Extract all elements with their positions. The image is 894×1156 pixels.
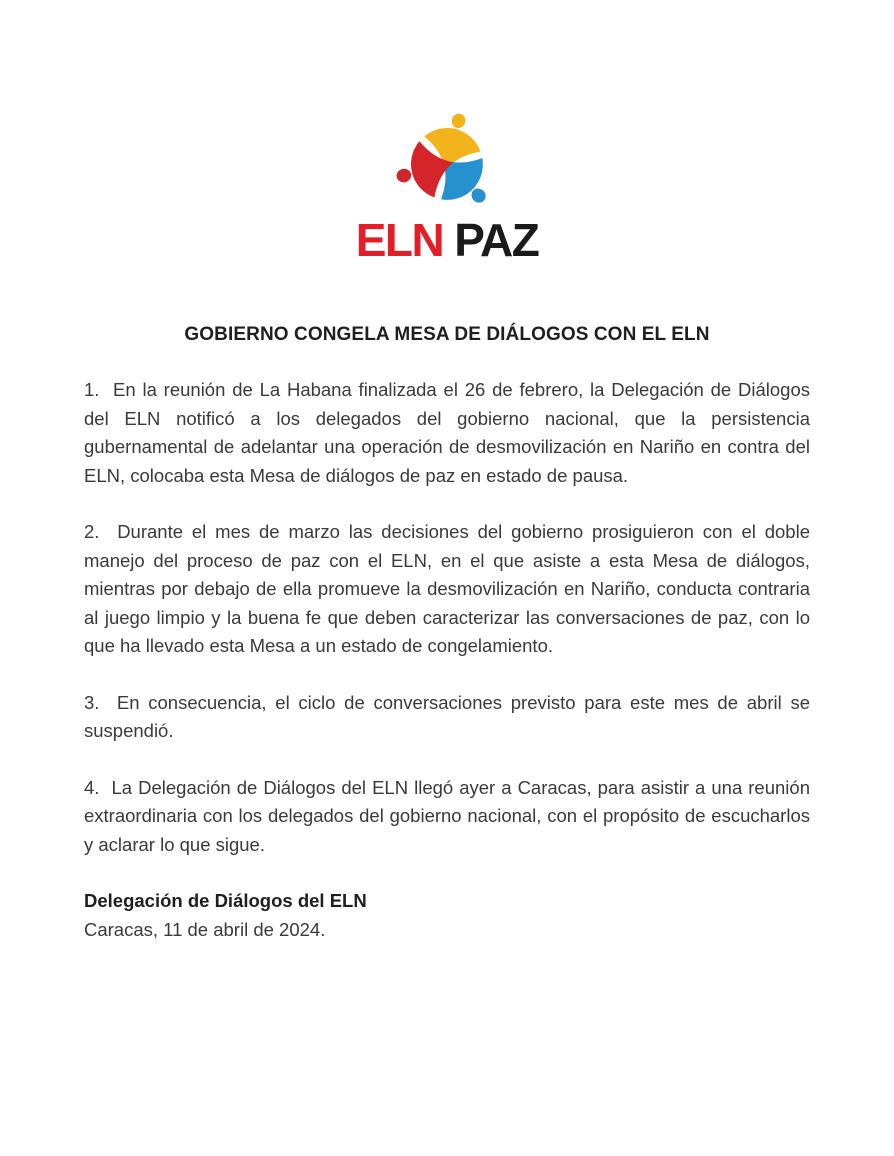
paragraph-4: 4. La Delegación de Diálogos del ELN llegó ayer a Caracas, para asistir a una reunión extraordinaria con los delegados del gobierno nacional, con el propósito de escucharlos y aclarar lo que sigue. [84,776,810,855]
logo-figure-yellow-head [450,112,467,130]
paragraph-3: 3. En consecuencia, el ciclo de conversaciones previsto para este mes de abril se suspendió. [84,691,810,741]
paragraph-2: 2. Durante el mes de marzo las decisiones del gobierno prosiguieron con el doble manejo del proceso de paz con el ELN, en el que asiste a esta Mesa de diálogos, mientras por debajo de ella promueve la desmovilización en Nariño, conducta contraria al juego limpio y la buena fe que deben caracterizar las conversaciones de paz, con lo que ha llevado esta Mesa a un estado de congelamiento. [84,521,810,656]
signature-place-date: Caracas, 11 de abril de 2024. [84,918,326,940]
logo-figure-red-head [395,167,413,184]
communique-body [84,322,810,944]
eln-paz-logo [0,0,894,266]
eln-paz-logo-text [0,214,894,266]
logo-text-eln: ELN [355,214,444,266]
eln-paz-logo-icon [395,110,499,218]
signature-name: Delegación de Diálogos del ELN [84,890,367,911]
document-title: GOBIERNO CONGELA MESA DE DIÁLOGOS CON EL ELN [184,324,710,345]
logo-text-paz: PAZ [454,214,539,266]
paragraph-1: 1. En la reunión de La Habana finalizada el 26 de febrero, la Delegación de Diálogos del ELN notificó a los delegados del gobierno nacional, que la persistencia gubernamental de adelantar una operación de desmovilización en Nariño en contra del ELN, colocaba esta Mesa de diálogos de paz en estado de pausa. [84,379,810,486]
